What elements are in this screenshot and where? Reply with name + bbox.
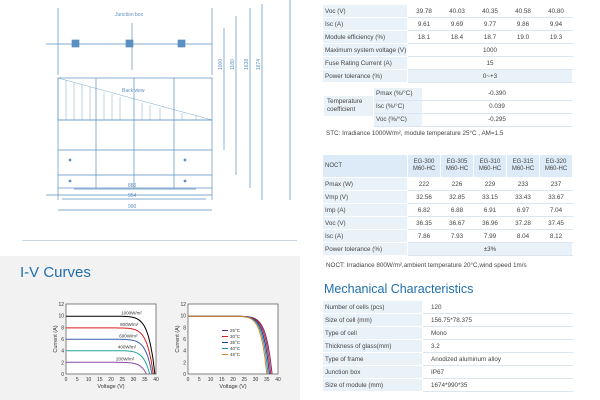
dim-1180: 1180 xyxy=(230,59,236,70)
noct-cell: 8.04 xyxy=(507,230,540,243)
x-axis-label: Voltage (V) xyxy=(219,384,247,390)
temp-coeff-block xyxy=(322,88,572,126)
x-tick-label: 15 xyxy=(218,377,225,383)
noct-cell: 33.67 xyxy=(540,191,573,204)
dim-990: 990 xyxy=(128,204,137,210)
noct-cell: 6.97 xyxy=(507,204,540,217)
stc-table xyxy=(322,4,573,83)
stc-tolerance-label: Power tolerance (%) xyxy=(323,70,408,83)
mechanical-row-value: 1674*990*35 xyxy=(423,379,573,392)
legend-entry: 45°C xyxy=(230,352,241,357)
noct-cell: 7.93 xyxy=(441,230,474,243)
noct-header-label: NOCT xyxy=(323,155,408,178)
temp-coeff-row xyxy=(374,101,572,114)
dim-1638: 1638 xyxy=(244,58,250,70)
noct-row xyxy=(323,178,573,191)
legend-entry: 30°C xyxy=(230,334,241,339)
mechanical-row-value: Anodized aluminum alloy xyxy=(423,353,573,366)
legend-entry: 35°C xyxy=(230,340,241,345)
temp-coeff-label: Temperature coefficient xyxy=(324,96,373,116)
mechanical-row xyxy=(323,340,573,353)
max-voltage-value: 1000 xyxy=(408,44,573,57)
noct-cell: 32.85 xyxy=(441,191,474,204)
fuse-label: Fuse Rating Current (A) xyxy=(323,57,408,70)
series-label: 400W/m² xyxy=(117,344,137,350)
mechanical-row xyxy=(323,301,573,314)
mechanical-row-value: IP67 xyxy=(423,366,573,379)
noct-cell: 222 xyxy=(408,178,441,191)
noct-row xyxy=(323,204,573,217)
dim-880: 880 xyxy=(128,183,137,189)
mechanical-row-label: Size of cell (mm) xyxy=(323,314,423,327)
stc-cell: 9.77 xyxy=(474,18,507,31)
x-tick-label: 0 xyxy=(186,377,190,383)
y-tick-label: 2 xyxy=(61,360,64,367)
temp-coeff-row-label: Pmax (%/°C) xyxy=(374,88,422,100)
x-tick-label: 10 xyxy=(85,377,92,383)
y-tick-label: 8 xyxy=(183,325,186,332)
noct-model-header: EG-315 M60-HC xyxy=(507,155,540,178)
noct-cell: 6.88 xyxy=(441,204,474,217)
mechanical-row xyxy=(323,314,573,327)
x-axis-label: Voltage (V) xyxy=(97,384,125,390)
noct-cell: 6.91 xyxy=(474,204,507,217)
noct-model-header: EG-305 M60-HC xyxy=(441,155,474,178)
y-tick-label: 6 xyxy=(61,337,64,343)
y-tick-label: 12 xyxy=(180,302,186,308)
mechanical-row-label: Type of cell xyxy=(323,327,423,340)
mechanical-row-value: Mono xyxy=(423,327,573,340)
iv-chart-temperature xyxy=(170,296,300,400)
stc-row-label: Module efficiency (%) xyxy=(323,31,408,44)
x-tick-label: 25 xyxy=(119,377,126,383)
iv-chart-irradiance xyxy=(48,296,178,400)
y-tick-label: 10 xyxy=(58,313,64,320)
temp-coeff-row-label: Isc (%/°C) xyxy=(374,101,422,113)
stc-cell: 9.69 xyxy=(441,18,474,31)
y-tick-label: 4 xyxy=(183,348,186,355)
noct-model-header: EG-320 M60-HC xyxy=(540,155,573,178)
stc-row xyxy=(323,31,573,44)
noct-cell: 6.82 xyxy=(408,204,441,217)
stc-row xyxy=(323,5,573,18)
noct-cell: 37.45 xyxy=(540,217,573,230)
dim-954: 954 xyxy=(128,193,137,199)
x-tick-label: 40 xyxy=(153,377,159,383)
module-drawing xyxy=(0,0,300,232)
noct-cell: 7.04 xyxy=(540,204,573,217)
noct-cell: 229 xyxy=(474,178,507,191)
mechanical-row-value: 156.75*78.375 xyxy=(423,314,573,327)
noct-cell: 37.28 xyxy=(507,217,540,230)
y-tick-label: 10 xyxy=(180,313,186,320)
mechanical-row xyxy=(323,327,573,340)
noct-note: NOCT: Irradiance 800W/m²,ambient temperature 20°C,wind speed 1m/s xyxy=(326,262,527,269)
noct-row-label: Vmp (V) xyxy=(323,191,408,204)
stc-cell: 40.80 xyxy=(540,5,573,18)
mechanical-row-label: Thickness of glass(mm) xyxy=(323,340,423,353)
stc-tolerance-value: 0~+3 xyxy=(408,70,573,83)
mechanical-row-label: Size of module (mm) xyxy=(323,379,423,392)
temp-coeff-row xyxy=(374,88,572,101)
noct-cell: 8.12 xyxy=(540,230,573,243)
temp-coeff-row xyxy=(374,114,572,127)
noct-cell: 36.35 xyxy=(408,217,441,230)
stc-cell: 19.3 xyxy=(540,31,573,44)
y-tick-label: 0 xyxy=(61,372,64,378)
temp-coeff-row-label: Voc (%/°C) xyxy=(374,114,422,126)
stc-note: STC: Irradiance 1000W/m², module temperature 25°C , AM=1.5 xyxy=(326,130,504,137)
section-divider xyxy=(22,240,297,241)
iv-curves-title: I-V Curves xyxy=(20,264,91,281)
stc-cell: 9.86 xyxy=(507,18,540,31)
stc-cell: 9.61 xyxy=(408,18,441,31)
x-tick-label: 25 xyxy=(241,377,248,383)
noct-row xyxy=(323,230,573,243)
x-tick-label: 20 xyxy=(108,377,114,383)
mechanical-table xyxy=(322,300,573,392)
stc-cell: 18.1 xyxy=(408,31,441,44)
y-tick-label: 12 xyxy=(58,302,64,308)
stc-row-label: Isc (A) xyxy=(323,18,408,31)
noct-cell: 33.43 xyxy=(507,191,540,204)
stc-cell: 9.94 xyxy=(540,18,573,31)
noct-tolerance-label: Power tolerance (%) xyxy=(323,243,408,256)
stc-cell: 39.78 xyxy=(408,5,441,18)
legend-entry: 25°C xyxy=(230,328,241,333)
x-tick-label: 35 xyxy=(263,377,270,383)
x-tick-label: 10 xyxy=(207,377,214,383)
noct-cell: 7.86 xyxy=(408,230,441,243)
noct-row xyxy=(323,217,573,230)
noct-cell: 36.96 xyxy=(474,217,507,230)
x-tick-label: 15 xyxy=(96,377,103,383)
mechanical-title: Mechanical Characteristics xyxy=(324,282,474,296)
x-tick-label: 40 xyxy=(275,377,281,383)
series-label: 200W/m² xyxy=(115,356,135,362)
noct-cell: 233 xyxy=(507,178,540,191)
noct-table xyxy=(322,154,573,256)
noct-row-label: Isc (A) xyxy=(323,230,408,243)
stc-row-label: Voc (V) xyxy=(323,5,408,18)
temp-coeff-row-value: -0.295 xyxy=(488,116,506,123)
noct-cell: 226 xyxy=(441,178,474,191)
y-tick-label: 6 xyxy=(183,337,186,343)
mechanical-row-value: 120 xyxy=(423,301,573,314)
stc-cell: 19.0 xyxy=(507,31,540,44)
mechanical-row xyxy=(323,353,573,366)
noct-row-label: Voc (V) xyxy=(323,217,408,230)
y-tick-label: 2 xyxy=(183,360,186,367)
mechanical-row-value: 3.2 xyxy=(423,340,573,353)
stc-cell: 18.4 xyxy=(441,31,474,44)
x-tick-label: 35 xyxy=(141,377,148,383)
max-voltage-label: Maximum system voltage (V) xyxy=(323,44,408,57)
series-label: 800W/m² xyxy=(120,321,139,327)
y-tick-label: 0 xyxy=(183,372,186,378)
legend-entry: 40°C xyxy=(230,346,241,351)
mechanical-row-label: Junction box xyxy=(323,366,423,379)
stc-cell: 40.35 xyxy=(474,5,507,18)
dim-1674: 1674 xyxy=(256,58,262,70)
y-tick-label: 8 xyxy=(61,325,64,332)
noct-row-label: Imp (A) xyxy=(323,204,408,217)
y-axis-label: Current (A) xyxy=(175,325,181,353)
noct-cell: 36.67 xyxy=(441,217,474,230)
noct-cell: 7.99 xyxy=(474,230,507,243)
fuse-value: 15 xyxy=(408,57,573,70)
back-view-label: Back view xyxy=(122,88,145,94)
mechanical-row-label: Type of frame xyxy=(323,353,423,366)
temp-coeff-row-value: 0.039 xyxy=(489,103,505,110)
x-tick-label: 20 xyxy=(230,377,236,383)
mechanical-row-label: Number of cells (pcs) xyxy=(323,301,423,314)
noct-tolerance-value: ±3% xyxy=(408,243,573,256)
x-tick-label: 5 xyxy=(75,377,79,383)
noct-row xyxy=(323,191,573,204)
noct-cell: 33.15 xyxy=(474,191,507,204)
series-label: 1000W/m² xyxy=(121,310,142,316)
x-tick-label: 5 xyxy=(197,377,201,383)
x-tick-label: 30 xyxy=(252,377,259,383)
noct-model-header: EG-310 M60-HC xyxy=(474,155,507,178)
x-tick-label: 0 xyxy=(64,377,68,383)
stc-cell: 18.7 xyxy=(474,31,507,44)
noct-model-header: EG-300 M60-HC xyxy=(408,155,441,178)
dim-1000: 1000 xyxy=(218,58,224,70)
noct-cell: 32.56 xyxy=(408,191,441,204)
noct-tolerance-row xyxy=(323,243,573,256)
stc-cell: 40.58 xyxy=(507,5,540,18)
noct-row-label: Pmax (W) xyxy=(323,178,408,191)
mechanical-row xyxy=(323,366,573,379)
stc-cell: 40.03 xyxy=(441,5,474,18)
series-label: 600W/m² xyxy=(119,333,138,339)
noct-header-row xyxy=(323,155,573,178)
y-axis-label: Current (A) xyxy=(53,325,59,353)
mechanical-row xyxy=(323,379,573,392)
noct-cell: 237 xyxy=(540,178,573,191)
stc-row xyxy=(323,18,573,31)
y-tick-label: 4 xyxy=(61,348,64,355)
x-tick-label: 30 xyxy=(130,377,137,383)
junction-box-label: Junction box xyxy=(115,12,144,18)
temp-coeff-row-value: -0.390 xyxy=(488,90,506,97)
